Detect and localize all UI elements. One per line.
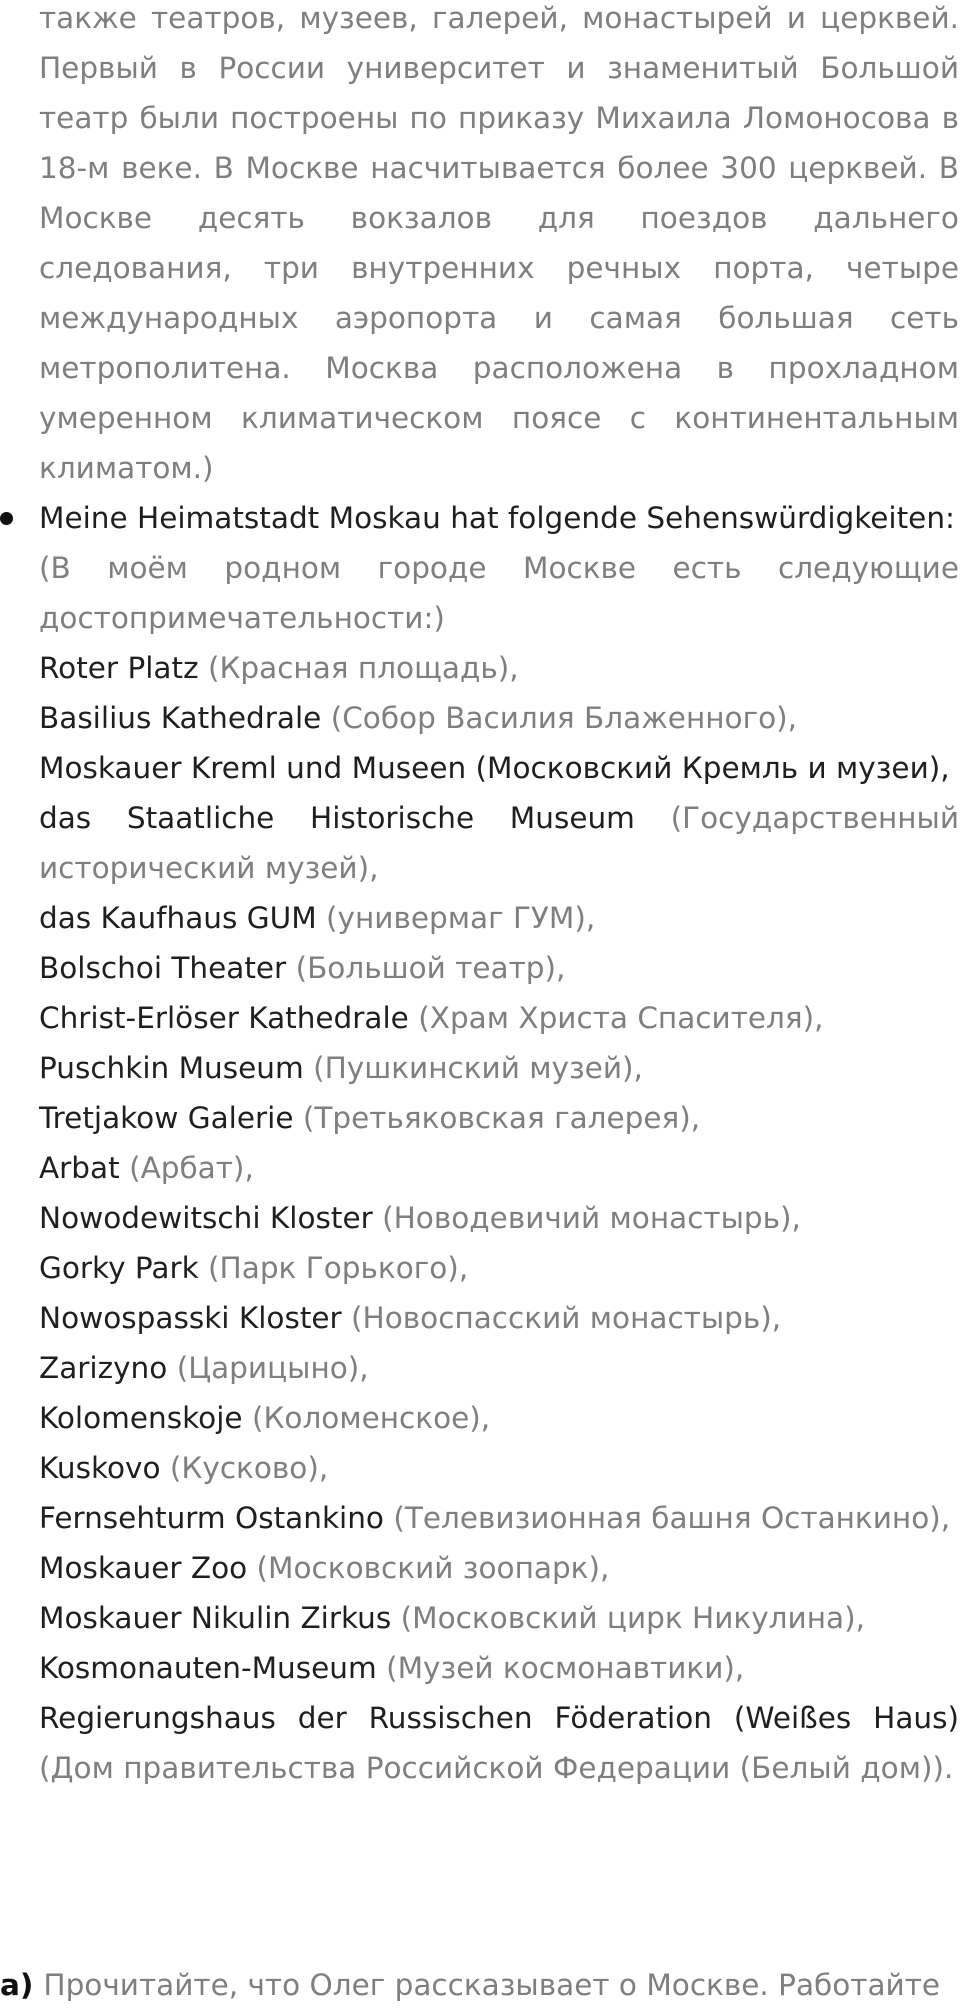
sight-entry bbox=[39, 1643, 959, 1693]
sight-ru: (Музей космонавтики), bbox=[376, 1651, 745, 1685]
sight-entry bbox=[39, 1093, 959, 1143]
sight-de: Bolschoi Theater bbox=[39, 951, 287, 985]
sight-ru: (Собор Василия Блаженного), bbox=[321, 701, 797, 735]
task-label: a) bbox=[0, 1968, 34, 2002]
sight-ru: (Дом правительства Российской Федерации (Белый дом)). bbox=[39, 1751, 954, 1785]
sight-de: Kolomenskoje bbox=[39, 1401, 243, 1435]
sight-de: Moskauer Zoo bbox=[39, 1551, 248, 1585]
sight-ru: (Третьяковская галерея), bbox=[293, 1101, 701, 1135]
sight-entry bbox=[39, 893, 959, 943]
bullet-icon bbox=[0, 512, 13, 525]
sight-ru: (универмаг ГУМ), bbox=[316, 901, 596, 935]
sight-entry bbox=[39, 1293, 959, 1343]
sight-de: Regierungshaus der Russischen Föderation (Weißes Haus) bbox=[39, 1701, 959, 1735]
sight-entry bbox=[39, 943, 959, 993]
sight-de: das Staatliche Historische Museum bbox=[39, 801, 635, 835]
sight-de: Kuskovo bbox=[39, 1451, 161, 1485]
intro-paragraph: также театров, музеев, галерей, монастырей и церквей. Первый в России университет и знаменитый Большой театр были построены по приказу Михаила Ломоносова в 18-м веке. В Москве насчитывается более 300 церквей. В Москве десять вокзалов для поездов дальнего следования, три внутренних речных порта, четыре международных аэропорта и самая большая сеть метрополитена. Москва расположена в прохладном умеренном климатическом поясе с континентальным климатом.) bbox=[39, 1, 959, 485]
sight-entry bbox=[39, 643, 959, 693]
sight-ru: (Новоспасский монастырь), bbox=[341, 1301, 782, 1335]
sight-ru: (Телевизионная башня Останкино), bbox=[383, 1501, 951, 1535]
sight-ru: (Московский цирк Никулина), bbox=[391, 1601, 865, 1635]
sight-entry bbox=[39, 1043, 959, 1093]
sight-de: Nowodewitschi Kloster bbox=[39, 1201, 373, 1235]
sight-entry bbox=[39, 1343, 959, 1393]
sight-de: Arbat bbox=[39, 1151, 120, 1185]
sight-entry bbox=[39, 1493, 959, 1543]
sight-de: Roter Platz bbox=[39, 651, 199, 685]
sight-ru: (Коломенское), bbox=[242, 1401, 491, 1435]
sight-entry bbox=[39, 1693, 959, 1793]
sight-ru: (Московский зоопарк), bbox=[247, 1551, 610, 1585]
sight-entry bbox=[39, 1243, 959, 1293]
sight-entry bbox=[39, 743, 959, 793]
sights-heading-de: Meine Heimatstadt Moskau hat folgende Sehenswürdigkeiten: bbox=[39, 501, 955, 535]
task-text: Прочитайте, что Олег рассказывает о Москве. Работайте bbox=[43, 1968, 941, 2002]
sight-entry bbox=[39, 1143, 959, 1193]
sight-ru: (Государственный исторический музей), bbox=[39, 801, 960, 885]
sight-de: Puschkin Museum bbox=[39, 1051, 304, 1085]
sight-entry bbox=[39, 793, 959, 893]
sights-list-item bbox=[39, 493, 959, 1793]
sight-ru: (Кусково), bbox=[160, 1451, 329, 1485]
sight-ru: (Царицыно), bbox=[167, 1351, 369, 1385]
sight-de: das Kaufhaus GUM bbox=[39, 901, 317, 935]
sight-de: Zarizyno bbox=[39, 1351, 168, 1385]
sight-de: Christ-Erlöser Kathedrale bbox=[39, 1001, 409, 1035]
sight-ru: (Красная площадь), bbox=[198, 651, 519, 685]
sight-de: Fernsehturm Ostankino bbox=[39, 1501, 384, 1535]
sight-de: Gorky Park bbox=[39, 1251, 199, 1285]
sight-de: Moskauer Kreml und Museen (Московский Кремль и музеи), bbox=[39, 751, 950, 785]
sight-entry bbox=[39, 1193, 959, 1243]
sight-entry bbox=[39, 993, 959, 1043]
sight-entry bbox=[39, 693, 959, 743]
sight-de: Tretjakow Galerie bbox=[39, 1101, 294, 1135]
sight-ru: (Пушкинский музей), bbox=[303, 1051, 643, 1085]
sight-ru: (Большой театр), bbox=[286, 951, 566, 985]
sights-list bbox=[39, 643, 959, 1793]
sight-ru: (Парк Горького), bbox=[198, 1251, 469, 1285]
document-content bbox=[39, 0, 959, 1793]
sight-de: Kosmonauten-Museum bbox=[39, 1651, 377, 1685]
sight-entry bbox=[39, 1393, 959, 1443]
sights-heading-ru: (В моём родном городе Москве есть следующие достопримечательности:) bbox=[39, 551, 959, 635]
sight-ru: (Новодевичий монастырь), bbox=[372, 1201, 801, 1235]
sight-entry bbox=[39, 1443, 959, 1493]
sight-ru: (Арбат), bbox=[119, 1151, 254, 1185]
sight-ru: (Храм Христа Спасителя), bbox=[408, 1001, 824, 1035]
sight-entry bbox=[39, 1543, 959, 1593]
sight-de: Basilius Kathedrale bbox=[39, 701, 322, 735]
task-line bbox=[0, 1960, 960, 2010]
sight-entry bbox=[39, 1593, 959, 1643]
sight-de: Nowospasski Kloster bbox=[39, 1301, 342, 1335]
sight-de: Moskauer Nikulin Zirkus bbox=[39, 1601, 392, 1635]
